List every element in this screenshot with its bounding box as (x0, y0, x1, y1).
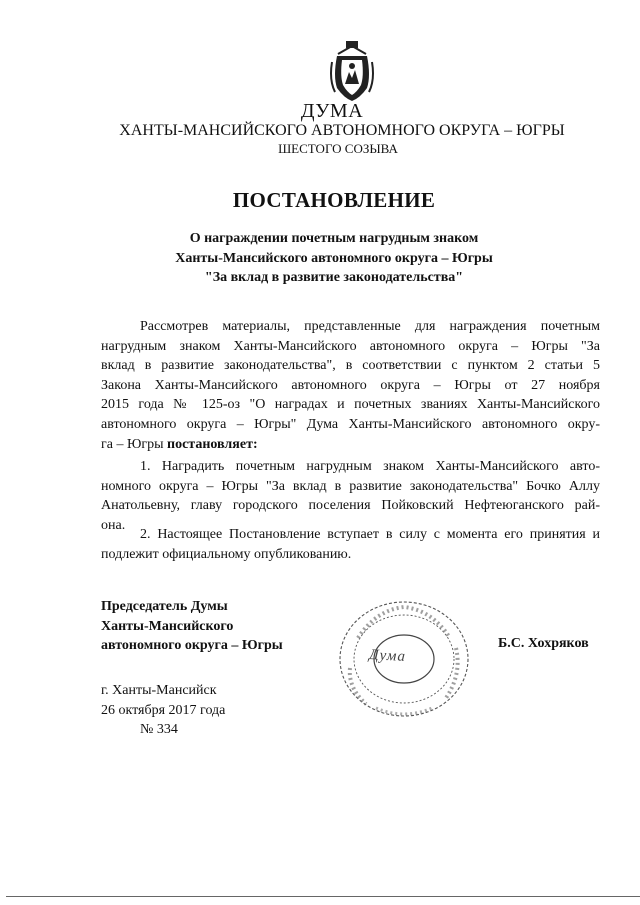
item-1-paragraph (101, 457, 600, 535)
subject-line: О награждении почетным нагрудным знаком (189, 231, 479, 246)
document-subject (14, 229, 640, 288)
page-bottom-divider (6, 896, 640, 897)
convocation: ШЕСТОГО СОЗЫВА (278, 141, 398, 156)
organization-name: ДУМА (300, 100, 364, 122)
signer-title-line: Ханты-Мансийского (101, 618, 234, 634)
region-name: ХАНТЫ-МАНСИЙСКОГО АВТОНОМНОГО ОКРУГА – ЮГРЫ (119, 122, 565, 139)
text-line: 2. Настоящее Постановление вступает в силу с момента его принятия и (140, 527, 600, 542)
text-line: Рассмотрев материалы, представленные для награждения почетным (140, 319, 600, 334)
preamble-paragraph (101, 317, 600, 454)
subject-line: "За вклад в развитие законодательства" (204, 270, 464, 285)
decides-keyword: постановляет: (167, 436, 258, 452)
preamble-ending: га – Югры (101, 436, 164, 452)
seal-text: Дума (368, 647, 407, 665)
text-line: автономного округа – Югры" Дума Ханты-Мансийского автономного окру- (101, 416, 600, 432)
subject-line: Ханты-Мансийского автономного округа – Югры (175, 250, 493, 266)
document-number: № 334 (140, 722, 178, 737)
signer-title-line: автономного округа – Югры (101, 638, 283, 653)
text-line: Закона Ханты-Мансийского автономного округа – Югры от 27 ноября (101, 377, 600, 393)
text-line (101, 435, 600, 455)
text-line: 1. Наградить почетным нагрудным знаком Ханты-Мансийского авто- (140, 459, 600, 474)
text-line: номного округа – Югры "За вклад в развитие законодательства" Бочко Аллу (101, 478, 600, 494)
issue-details (101, 681, 225, 740)
signer-title-line: Председатель Думы (101, 599, 228, 614)
text-line: 2015 года № 125-оз "О наградах и почетных званиях Ханты-Мансийского (101, 397, 600, 413)
signer-name: Б.С. Хохряков (498, 636, 589, 651)
text-line: она. (101, 517, 126, 533)
signer-title (101, 597, 283, 656)
text-line: нагрудным знаком Ханты-Мансийского автономного округа – Югры "За (101, 338, 600, 354)
issue-place: г. Ханты-Мансийск (101, 683, 217, 698)
issue-date: 26 октября 2017 года (101, 702, 226, 718)
item-2-paragraph (101, 525, 600, 564)
coat-of-arms-icon (329, 40, 375, 102)
text-line: подлежит официальному опубликованию. (101, 546, 352, 562)
text-line: вклад в развитие законодательства", в соответствии с пунктом 2 статьи 5 (101, 358, 600, 374)
document-type: ПОСТАНОВЛЕНИЕ (232, 188, 436, 212)
text-line: Анатольевну, главу городского поселения Пойковский Нефтеюганского рай- (101, 498, 600, 514)
